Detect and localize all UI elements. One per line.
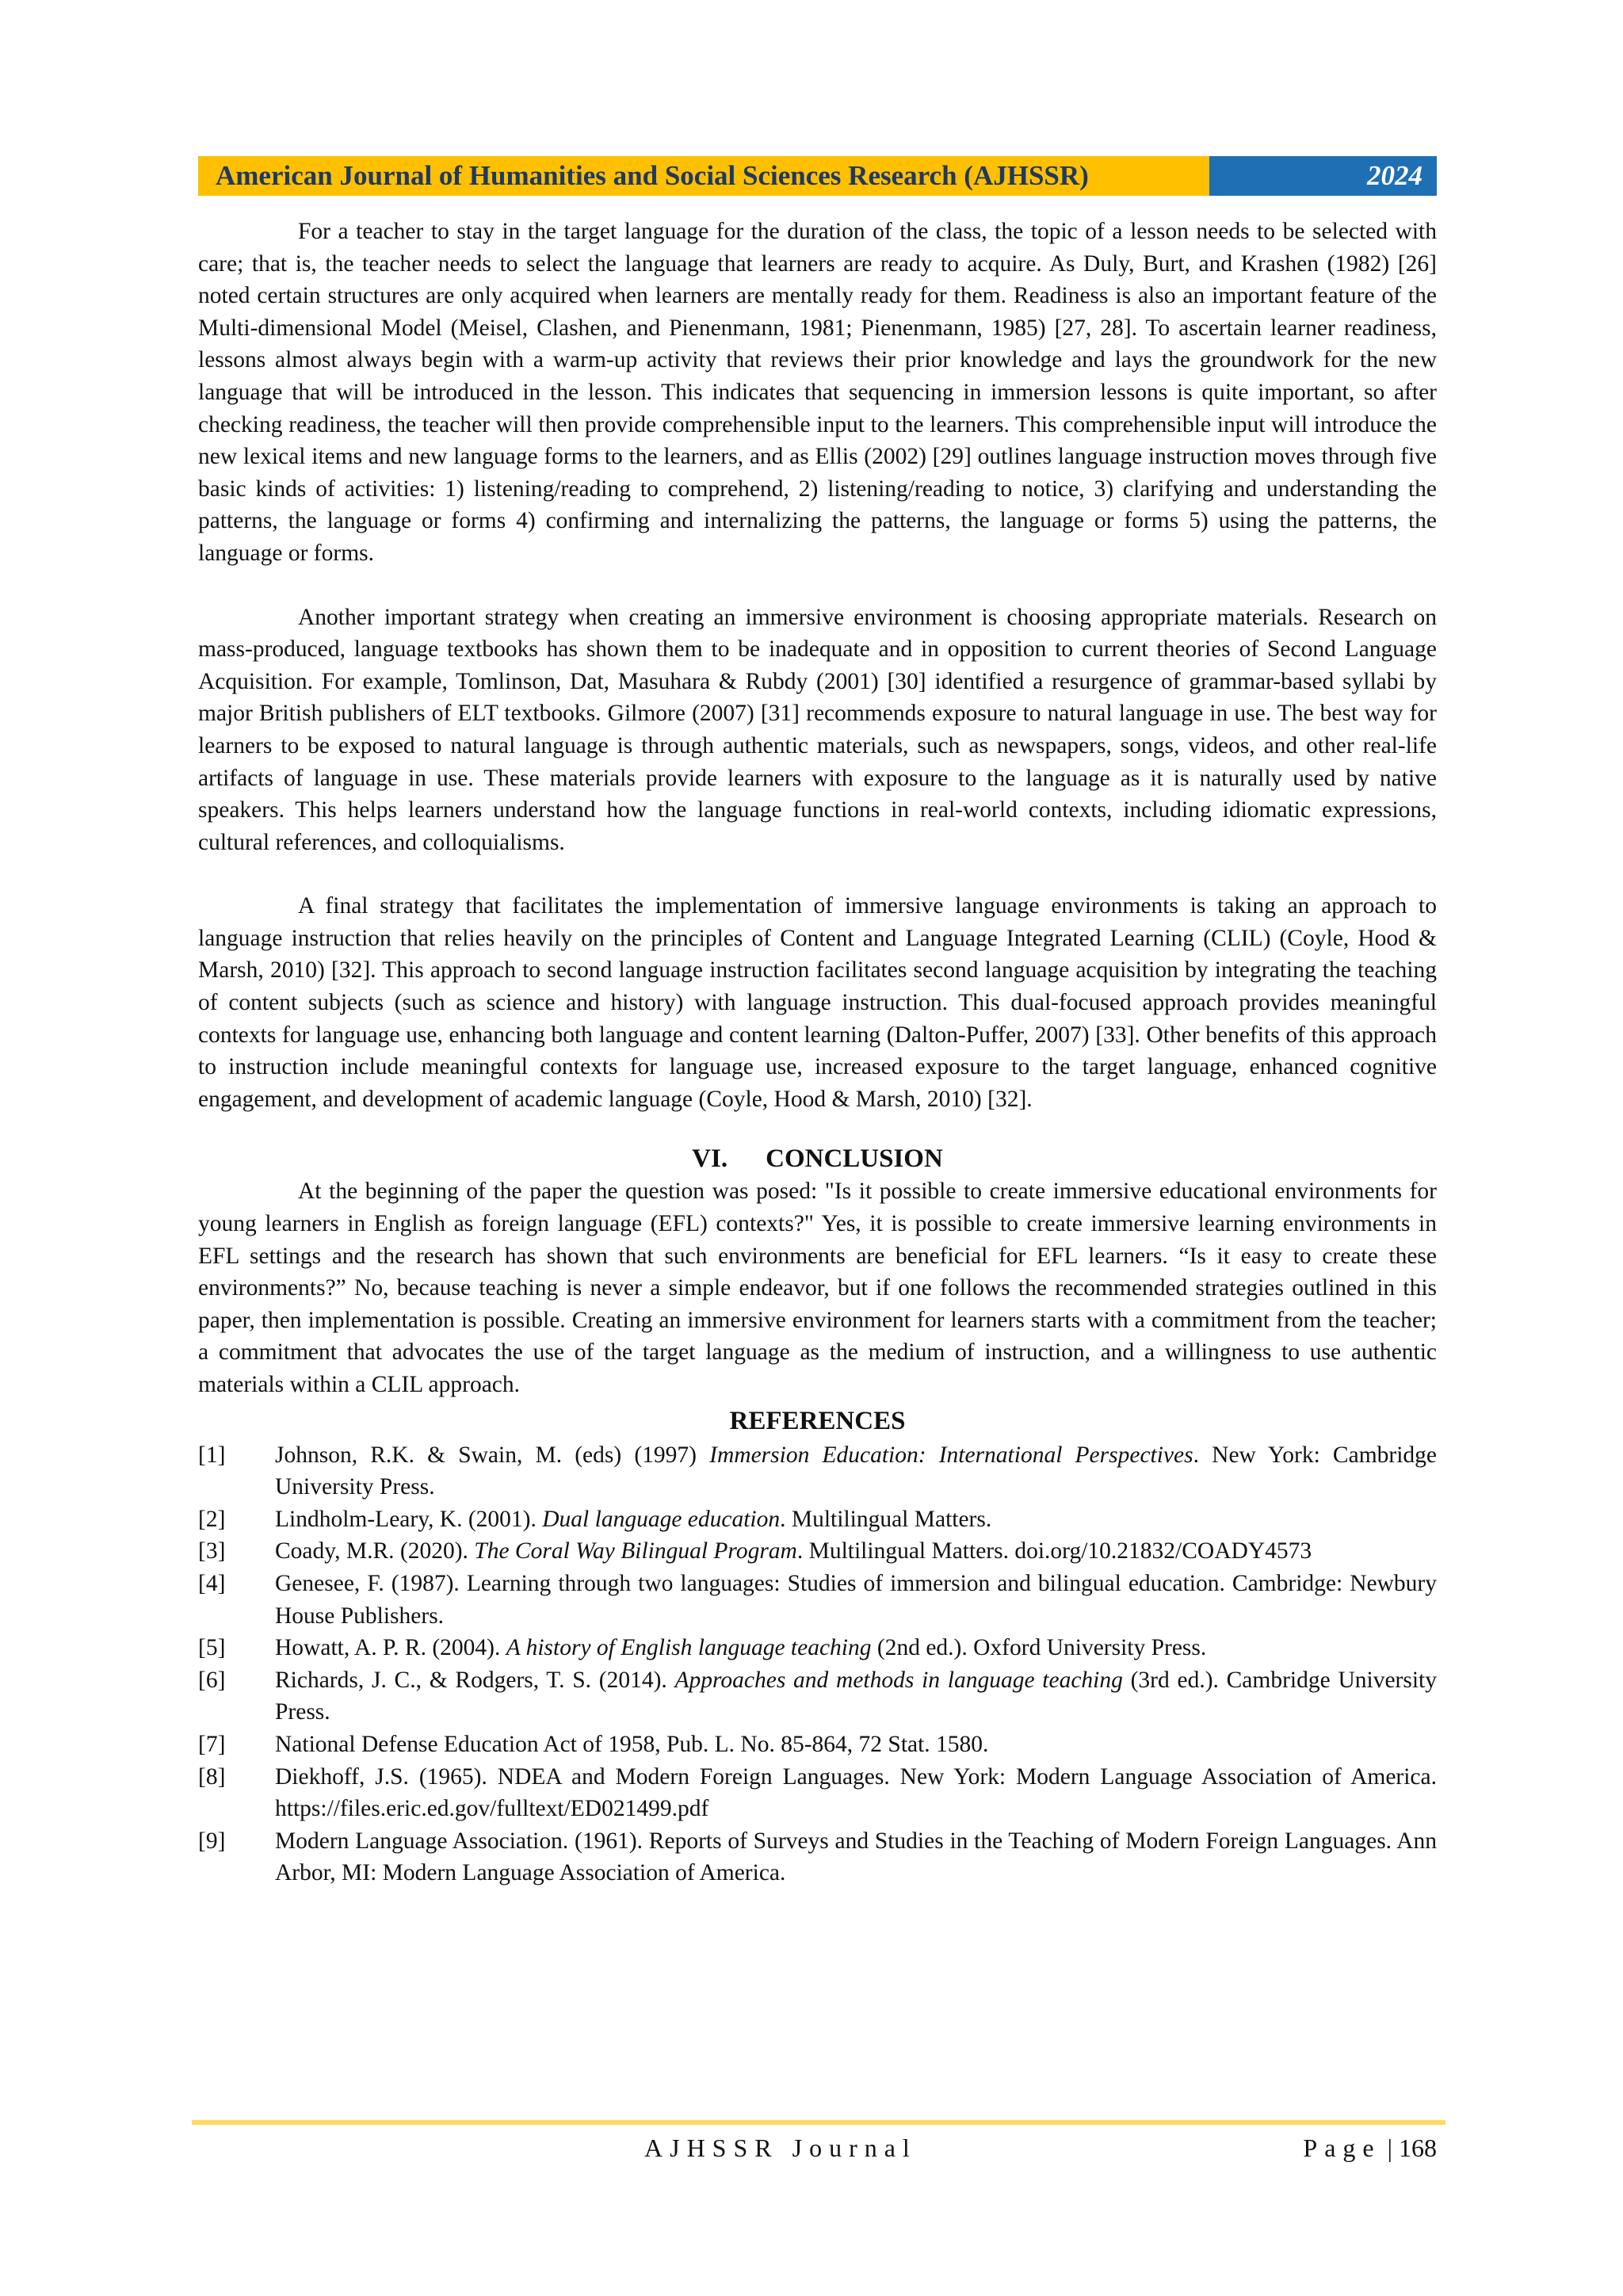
reference-number: [6] — [198, 1667, 226, 1693]
reference-item — [198, 1568, 1437, 1632]
references-heading: REFERENCES — [729, 1406, 906, 1435]
reference-number: [7] — [198, 1731, 226, 1757]
reference-item — [198, 1664, 1437, 1729]
reference-number: [2] — [198, 1506, 226, 1532]
page-label: Page — [1303, 2134, 1381, 2162]
reference-text: Diekhoff, J.S. (1965). NDEA and Modern Foreign Languages. New York: Modern Language Association of America. https://files.eric.ed.gov/fulltext/ED021499.pdf — [275, 1763, 1437, 1822]
reference-item — [198, 1503, 1437, 1536]
paragraph-readiness: For a teacher to stay in the target language for the duration of the class, the topic of a lesson needs to be selected with care; that is, the teacher needs to select the language that learners are ready to acquire. As Duly, Burt, and Krashen (1982) [26] noted certain structures are only acquired when learners are mentally ready for them. Readiness is also an important feature of the Multi-dimensional Model (Meisel, Clashen, and Pienenmann, 1981; Pienenmann, 1985) [27, 28]. To ascertain learner readiness, lessons almost always begin with a warm-up activity that reviews their prior knowledge and lays the groundwork for the new language that will be introduced in the lesson. This indicates that sequencing in immersion lessons is quite important, so after checking readiness, the teacher will then provide comprehensible input to the learners. This comprehensible input will introduce the new lexical items and new language forms to the learners, and as Ellis (2002) [29] outlines language instruction moves through five basic kinds of activities: 1) listening/reading to comprehend, 2) listening/reading to notice, 3) clarifying and understanding the patterns, the language or forms 4) confirming and internalizing the patterns, the language or forms 5) using the patterns, the language or forms. — [198, 219, 1437, 566]
reference-item — [198, 1761, 1437, 1825]
reference-text: Johnson, R.K. & Swain, M. (eds) (1997) Immersion Education: International Perspectives. New York: Cambridge University Press. — [275, 1442, 1438, 1500]
paragraph-clil: A final strategy that facilitates the implementation of immersive language environments is taking an approach to language instruction that relies heavily on the principles of Content and Language Integrated Learning (CLIL) (Coyle, Hood & Marsh, 2010) [32]. This approach to second language instruction facilitates second language acquisition by integrating the teaching of content subjects (such as science and history) with language instruction. This dual-focused approach provides meaningful contexts for language use, enhancing both language and content learning (Dalton-Puffer, 2007) [33]. Other benefits of this approach to instruction include meaningful contexts for language use, increased exposure to the target language, enhanced cognitive engagement, and development of academic language (Coyle, Hood & Marsh, 2010) [32]. — [198, 893, 1437, 1112]
reference-number: [1] — [198, 1442, 226, 1468]
reference-text: Lindholm-Leary, K. (2001). Dual language education. Multilingual Matters. — [275, 1506, 992, 1532]
page-number — [1303, 2130, 1437, 2165]
reference-text: Genesee, F. (1987). Learning through two languages: Studies of immersion and bilingual education. Cambridge: Newbury House Publishers. — [275, 1570, 1437, 1629]
reference-item — [198, 1439, 1437, 1503]
reference-number: [5] — [198, 1635, 226, 1661]
reference-item — [198, 1825, 1437, 1889]
reference-text: Modern Language Association. (1961). Reports of Surveys and Studies in the Teaching of Modern Foreign Languages. Ann Arbor, MI: Modern Language Association of America. — [275, 1828, 1437, 1886]
footer-journal-name: AJHSSR Journal — [644, 2134, 917, 2162]
reference-text: National Defense Education Act of 1958, Pub. L. No. 85-864, 72 Stat. 1580. — [275, 1731, 989, 1757]
reference-text: Coady, M.R. (2020). The Coral Way Bilingual Program. Multilingual Matters. doi.org/10.21832/COADY4573 — [275, 1538, 1312, 1564]
reference-number: [9] — [198, 1828, 226, 1854]
footer-divider — [192, 2120, 1445, 2125]
section-number: VI. — [692, 1144, 728, 1174]
conclusion-heading — [198, 1142, 1437, 1175]
reference-item — [198, 1729, 1437, 1761]
reference-number: [4] — [198, 1570, 226, 1596]
main-content — [198, 216, 1437, 1889]
page-number-value: | 168 — [1387, 2134, 1437, 2162]
journal-title: American Journal of Humanities and Social Sciences Research (AJHSSR) — [198, 156, 1209, 196]
reference-text: Richards, J. C., & Rodgers, T. S. (2014). Approaches and methods in language teaching (3rd ed.). Cambridge University Press. — [275, 1667, 1437, 1725]
conclusion-paragraph: At the beginning of the paper the question was posed: "Is it possible to create immersive educational environments for young learners in English as foreign language (EFL) contexts?" Yes, it is possible to create immersive learning environments in EFL settings and the research has shown that such environments are beneficial for EFL learners. “Is it easy to create these environments?” No, because teaching is never a simple endeavor, but if one follows the recommended strategies outlined in this paper, then implementation is possible. Creating an immersive environment for learners starts with a commitment from the teacher; a commitment that advocates the use of the target language as the medium of instruction, and a willingness to use authentic materials within a CLIL approach. — [198, 1179, 1437, 1397]
reference-item — [198, 1632, 1437, 1664]
journal-year: 2024 — [1209, 156, 1437, 196]
section-title: CONCLUSION — [766, 1144, 943, 1174]
paragraph-materials: Another important strategy when creating an immersive environment is choosing appropriate materials. Research on mass-produced, language textbooks has shown them to be inadequate and in opposition to current theories of Second Language Acquisition. For example, Tomlinson, Dat, Masuhara & Rubdy (2001) [30] identified a resurgence of grammar-based syllabi by major British publishers of ELT textbooks. Gilmore (2007) [31] recommends exposure to natural language in use. The best way for learners to be exposed to natural language is through authentic materials, such as newspapers, songs, videos, and other real-life artifacts of language in use. These materials provide learners with exposure to the language as it is naturally used by native speakers. This helps learners understand how the language functions in real-world contexts, including idiomatic expressions, cultural references, and colloquialisms. — [198, 604, 1437, 855]
reference-list — [198, 1439, 1437, 1889]
reference-text: Howatt, A. P. R. (2004). A history of English language teaching (2nd ed.). Oxford University Press. — [275, 1635, 1207, 1661]
reference-number: [8] — [198, 1763, 226, 1790]
reference-item — [198, 1535, 1437, 1568]
reference-number: [3] — [198, 1538, 226, 1564]
journal-header — [198, 156, 1437, 196]
